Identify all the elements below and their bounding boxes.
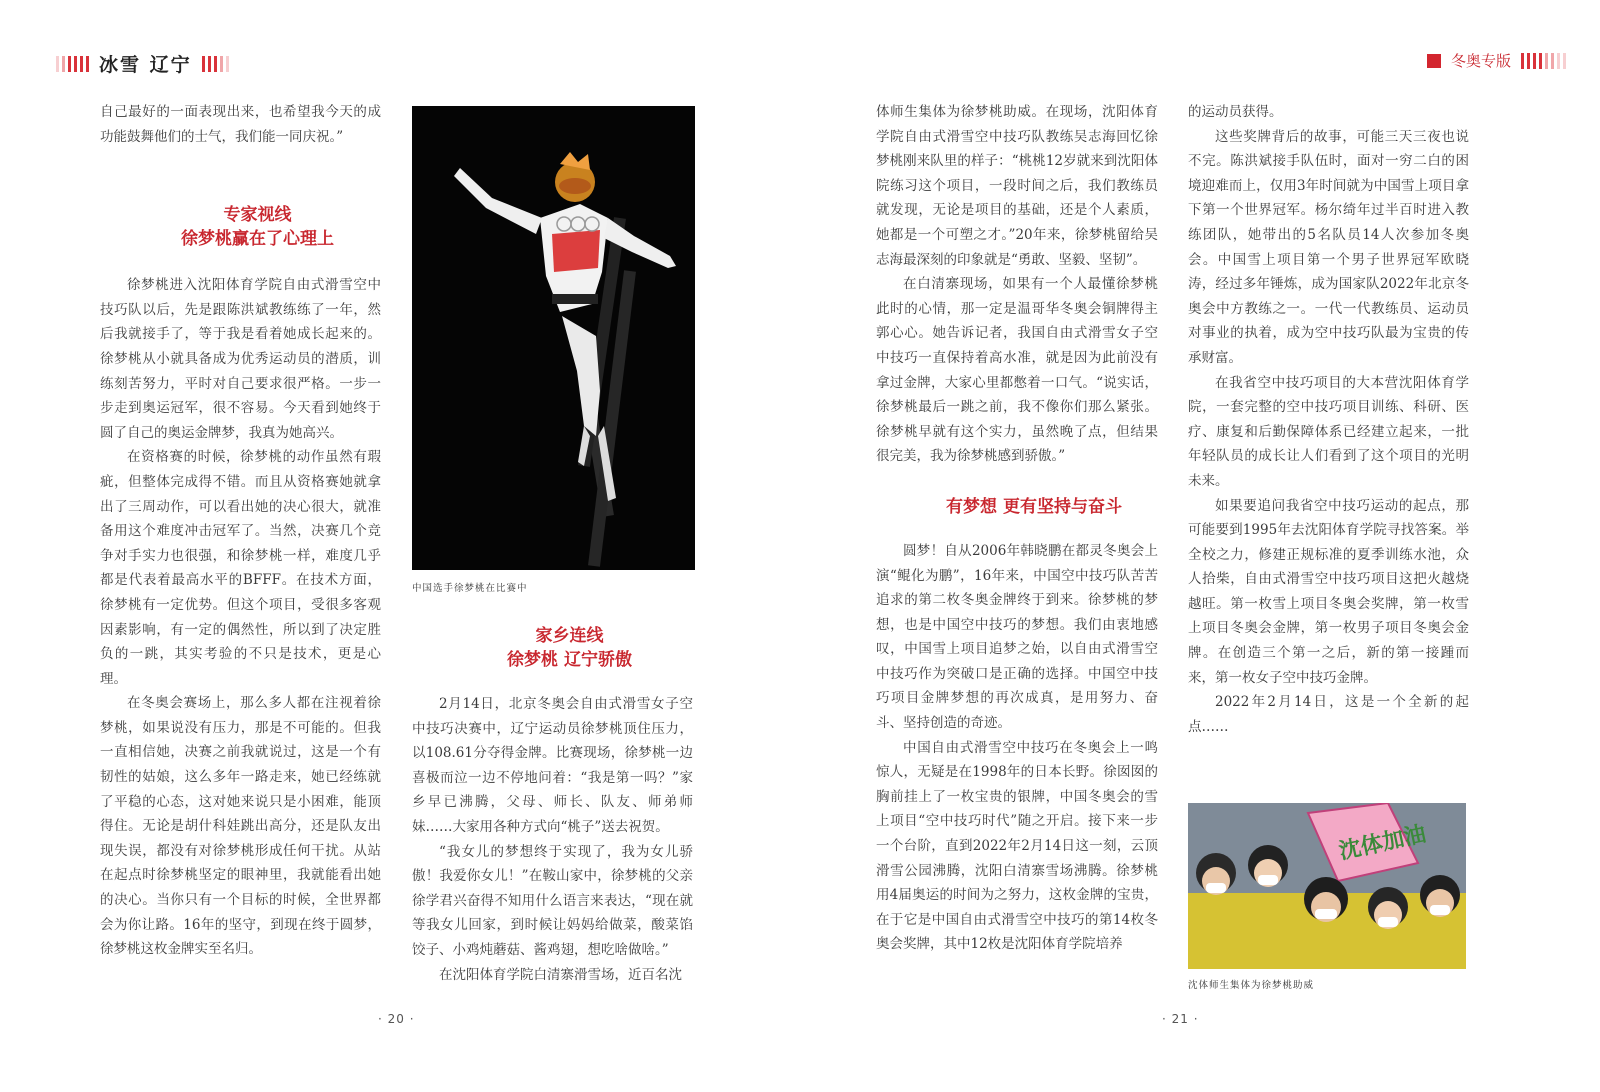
page-number: · 21 ·: [1162, 1012, 1199, 1026]
paragraph: 的运动员获得。: [1188, 104, 1283, 120]
paragraph: 在冬奥会赛场上，那么多人都在注视着徐梦桃，如果说没有压力，那是不可能的。但我一直相信她，决赛之前我就说过，这是一个有韧性的姑娘，这么多年一路走来，她已经练就了平稳的心态，这对她来说只是小困难，能顶得住。无论是胡什科娃跳出高分，还是队友出现失误，都没有对徐梦桃形成任何干扰。从站在起点时徐梦桃坚定的眼神里，我就能看出她的决心。当你只有一个目标的时候，全世界都会为你让路。16年的坚守，到现在终于圆梦，徐梦桃这枚金牌实至名归。: [100, 695, 381, 958]
section-heading: 有梦想 更有坚持与奋斗: [946, 496, 1122, 517]
paragraph: 在资格赛的时候，徐梦桃的动作虽然有瑕疵，但整体完成得不错。而且从资格赛她就拿出了三周动作，可以看出她的决心很大，就准备用这个难度冲击冠军了。当然，决赛几个竞争对手实力也很强，和徐梦桃一样，难度几乎都是代表着最高水平的BFFF。在技术方面，徐梦桃有一定优势。但这个项目，受很多客观因素影响，有一定的偶然性，所以到了决定胜负的一跳，其实考验的不只是技术，更是心理。: [100, 449, 381, 687]
skier-photo: [412, 106, 695, 570]
page-number: · 20 ·: [378, 1012, 415, 1026]
section-kicker: 专家视线: [223, 205, 292, 226]
paragraph: 如果要追问我省空中技巧运动的起点，那可能要到1995年去沈阳体育学院寻找答案。举全校之力，修建正规标准的夏季训练水池，众人拾柴，自由式滑雪空中技巧项目这把火越烧越旺。第一枚雪上项目冬奥会奖牌，第一枚雪上项目冬奥会金牌，第一枚男子项目冬奥会金牌。在创造三个第一之后，新的第一接踵而来，第一枚女子空中技巧金牌。: [1188, 497, 1469, 686]
skier-illustration: [412, 106, 695, 570]
red-square-icon: [1427, 54, 1441, 68]
edition-header: [1427, 50, 1566, 71]
supporters-illustration: [1188, 803, 1466, 969]
paragraph: 在沈阳体育学院白清寨滑雪场，近百名沈: [439, 966, 682, 983]
column-3: [876, 100, 1158, 957]
paragraph: 2月14日，北京冬奥会自由式滑雪女子空中技巧决赛中，辽宁运动员徐梦桃顶住压力，以108.61分夺得金牌。比赛现场，徐梦桃一边喜极而泣一边不停地问着：“我是第一吗？”家乡早已沸腾，父母、师长、队友、师弟师妹……大家用各种方式向“桃子”送去祝贺。: [412, 696, 693, 835]
sign-text: 沈体加油: [1336, 822, 1429, 865]
paragraph: “我女儿的梦想终于实现了，我为女儿骄傲！我爱你女儿！”在鞍山家中，徐梦桃的父亲徐学君兴奋得不知用什么语言来表达，“现在就等我女儿回家，到时候让妈妈给做菜，酸菜馅饺子、小鸡炖蘑菇、酱鸡翅，想吃啥做啥。”: [412, 843, 693, 958]
magazine-header: [56, 50, 229, 77]
section-kicker: 家乡连线: [535, 626, 604, 646]
column-2: [412, 624, 693, 987]
edition-label: 冬奥专版: [1450, 52, 1511, 70]
paragraph: 这些奖牌背后的故事，可能三天三夜也说不完。陈洪斌接手队伍时，面对一穷二白的困境迎难而上，仅用3年时间就为中国雪上项目拿下第一个世界冠军。杨尔绮年过半百时进入教练团队，她带出的5名队员14人次参加冬奥会。中国雪上项目第一个男子世界冠军欧晓涛，经过多年锤炼，成为国家队2022年北京冬奥会中方教练之一。一代一代教练员、运动员对事业的执着，成为空中技巧队最为宝贵的传承财富。: [1188, 128, 1469, 366]
magazine-title: 冰雪 辽宁: [99, 54, 192, 76]
paragraph: 在我省空中技巧项目的大本营沈阳体育学院，一套完整的空中技巧项目训练、科研、医疗、康复和后勤保障体系已经建立起来，一批年轻队员的成长让人们看到了这个项目的光明未来。: [1188, 374, 1469, 489]
photo-caption-2: 沈体师生集体为徐梦桃助威: [1188, 980, 1315, 991]
paragraph: 徐梦桃进入沈阳体育学院自由式滑雪空中技巧队以后，先是跟陈洪斌教练练了一年，然后我就接手了，等于我是看着她成长起来的。徐梦桃从小就具备成为优秀运动员的潜质，训练刻苦努力，平时对自己要求很严格。一步一步走到奥运冠军，很不容易。今天看到她终于圆了自己的奥运金牌梦，我真为她高兴。: [100, 277, 381, 441]
header-stripes-right: [202, 56, 229, 72]
header-stripes: [1521, 53, 1566, 69]
header-stripes-left: [56, 56, 89, 72]
column-4: [1188, 100, 1469, 739]
paragraph: 中国自由式滑雪空中技巧在冬奥会上一鸣惊人，无疑是在1998年的日本长野。徐囡囡的胸前挂上了一枚宝贵的银牌，中国冬奥会的雪上项目“空中技巧时代”随之开启。接下来一步一个台阶，直到2022年2月14日这一刻，云顶滑雪公园沸腾，沈阳白清寨雪场沸腾。徐梦桃用4届奥运的时间为之努力，这枚金牌的宝贵，在于它是中国自由式滑雪空中技巧的第14枚冬奥会奖牌，其中12枚是沈阳体育学院培养: [876, 739, 1158, 953]
paragraph: 2022年2月14日，这是一个全新的起点……: [1188, 694, 1469, 735]
column-1: [100, 100, 381, 962]
supporters-photo: [1188, 803, 1466, 969]
photo-caption: 中国选手徐梦桃在比赛中: [412, 583, 528, 594]
paragraph: 圆梦！自从2006年韩晓鹏在都灵冬奥会上演“鲲化为鹏”，16年来，中国空中技巧队苦苦追求的第二枚冬奥金牌终于到来。徐梦桃的梦想，也是中国空中技巧的梦想。我们由衷地感叹，中国雪上项目追梦之始，以自由式滑雪空中技巧作为突破口是正确的选择。中国空中技巧项目金牌梦想的再次成真，是用努力、奋斗、坚持创造的奇迹。: [876, 542, 1158, 732]
paragraph: 体师生集体为徐梦桃助威。在现场，沈阳体育学院自由式滑雪空中技巧队教练吴志海回忆徐梦桃刚来队里的样子：“桃桃12岁就来到沈阳体院练习这个项目，一段时间之后，我们教练员就发现，无论是项目的基础，还是个人素质，她都是一个可塑之才。”20年来，徐梦桃留给吴志海最深刻的印象就是“勇敢、坚毅、坚韧”。: [876, 104, 1158, 268]
paragraph: 在白清寨现场，如果有一个人最懂徐梦桃此时的心情，那一定是温哥华冬奥会铜牌得主郭心心。她告诉记者，我国自由式滑雪女子空中技巧一直保持着高水准，就是因为此前没有拿过金牌，大家心里都憋着一口气。“说实话，徐梦桃最后一跳之前，我不像你们那么紧张。徐梦桃早就有这个实力，虽然晚了点，但结果很完美，我为徐梦桃感到骄傲。”: [876, 276, 1158, 465]
intro-text: 自己最好的一面表现出来，也希望我今天的成功能鼓舞他们的士气，我们能一同庆祝。”: [100, 104, 381, 145]
section-heading: 徐梦桃赢在了心理上: [181, 229, 334, 250]
section-heading: 徐梦桃 辽宁骄傲: [507, 650, 632, 670]
